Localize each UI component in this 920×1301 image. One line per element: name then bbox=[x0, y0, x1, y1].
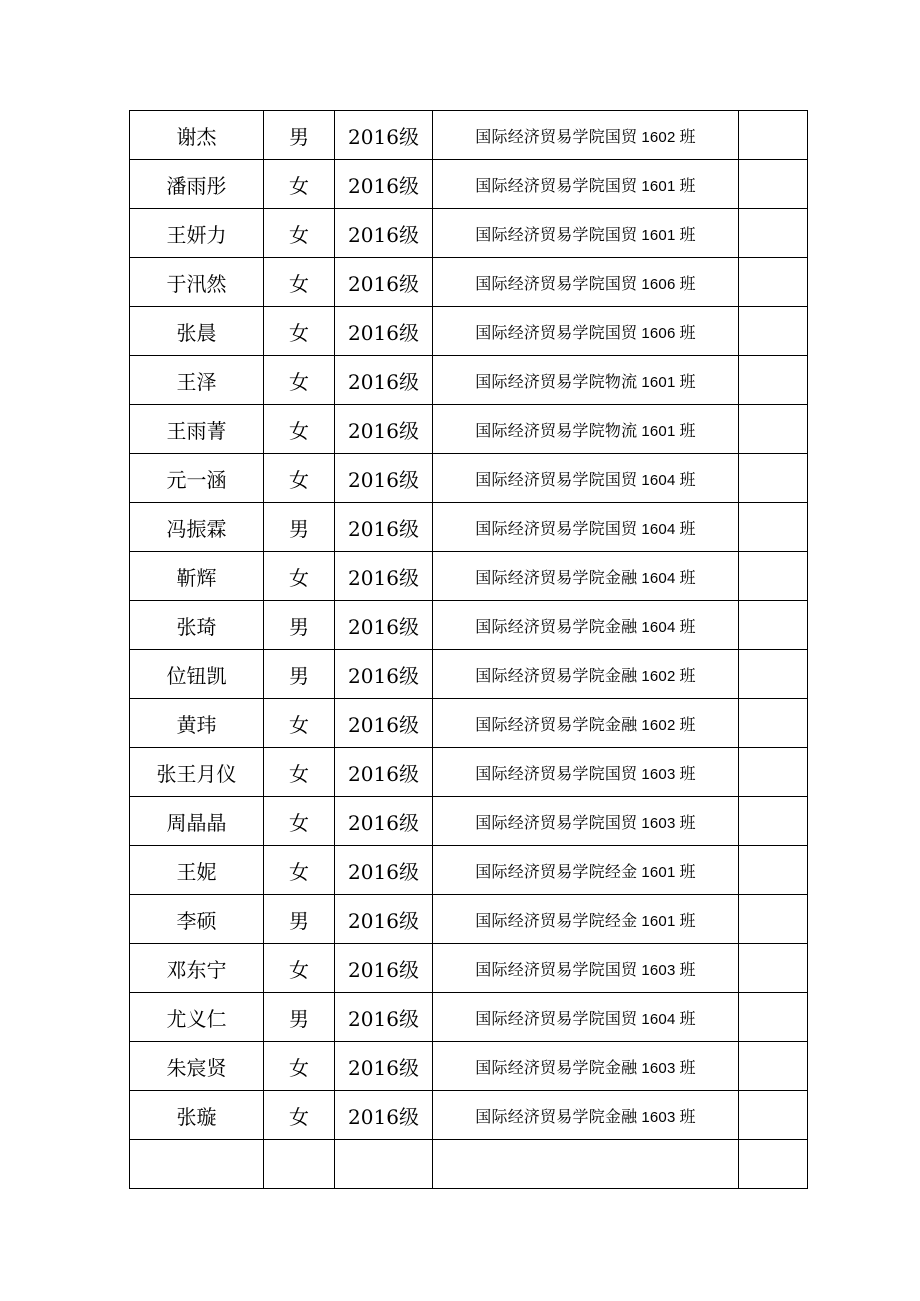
class-cell bbox=[433, 356, 739, 405]
student-name-cell: 王雨菁 bbox=[130, 405, 264, 454]
table-row bbox=[130, 258, 808, 307]
class-prefix: 国际经济贸易学院国贸 bbox=[475, 1010, 638, 1028]
class-prefix: 国际经济贸易学院国贸 bbox=[475, 324, 638, 342]
class-prefix: 国际经济贸易学院国贸 bbox=[475, 961, 638, 979]
note-cell bbox=[739, 454, 808, 503]
gender-cell: 女 bbox=[264, 797, 335, 846]
note-cell bbox=[739, 650, 808, 699]
note-cell bbox=[739, 356, 808, 405]
note-cell bbox=[739, 503, 808, 552]
gender-cell: 女 bbox=[264, 209, 335, 258]
class-number: 1604 bbox=[641, 569, 676, 587]
table-row bbox=[130, 1091, 808, 1140]
grade-cell: 2016级 bbox=[335, 111, 433, 160]
gender-cell: 女 bbox=[264, 160, 335, 209]
class-cell bbox=[433, 111, 739, 160]
class-cell bbox=[433, 699, 739, 748]
class-number: 1606 bbox=[641, 324, 676, 342]
table-row bbox=[130, 748, 808, 797]
note-cell bbox=[739, 209, 808, 258]
student-name-cell: 邓东宁 bbox=[130, 944, 264, 993]
class-suffix: 班 bbox=[679, 275, 696, 293]
class-number: 1602 bbox=[641, 716, 676, 734]
class-prefix: 国际经济贸易学院金融 bbox=[475, 1059, 638, 1077]
note-cell bbox=[739, 846, 808, 895]
note-cell bbox=[739, 111, 808, 160]
student-name-cell: 靳辉 bbox=[130, 552, 264, 601]
class-prefix: 国际经济贸易学院国贸 bbox=[475, 226, 638, 244]
student-name-cell: 张晨 bbox=[130, 307, 264, 356]
class-cell bbox=[433, 160, 739, 209]
class-cell bbox=[433, 405, 739, 454]
class-number: 1601 bbox=[641, 226, 676, 244]
class-prefix: 国际经济贸易学院国贸 bbox=[475, 177, 638, 195]
class-suffix: 班 bbox=[679, 324, 696, 342]
note-cell bbox=[739, 1042, 808, 1091]
class-number: 1601 bbox=[641, 912, 676, 930]
grade-cell: 2016级 bbox=[335, 748, 433, 797]
student-name-cell: 朱宸贤 bbox=[130, 1042, 264, 1091]
class-prefix: 国际经济贸易学院物流 bbox=[475, 373, 638, 391]
table-row bbox=[130, 307, 808, 356]
class-suffix: 班 bbox=[679, 1108, 696, 1126]
student-name-cell: 张琦 bbox=[130, 601, 264, 650]
class-cell bbox=[433, 1091, 739, 1140]
gender-cell: 女 bbox=[264, 1091, 335, 1140]
class-cell bbox=[433, 209, 739, 258]
class-suffix: 班 bbox=[679, 716, 696, 734]
student-roster-table bbox=[129, 110, 808, 1189]
class-suffix: 班 bbox=[679, 471, 696, 489]
note-cell bbox=[739, 748, 808, 797]
student-name-cell: 位钮凯 bbox=[130, 650, 264, 699]
grade-cell: 2016级 bbox=[335, 699, 433, 748]
class-cell bbox=[433, 601, 739, 650]
gender-cell: 男 bbox=[264, 601, 335, 650]
grade-cell: 2016级 bbox=[335, 356, 433, 405]
student-name-cell: 王妍力 bbox=[130, 209, 264, 258]
class-cell bbox=[433, 748, 739, 797]
class-number: 1604 bbox=[641, 471, 676, 489]
student-name-cell: 李硕 bbox=[130, 895, 264, 944]
grade-cell: 2016级 bbox=[335, 944, 433, 993]
class-cell bbox=[433, 846, 739, 895]
note-cell bbox=[739, 307, 808, 356]
class-cell bbox=[433, 552, 739, 601]
grade-cell: 2016级 bbox=[335, 454, 433, 503]
table-row bbox=[130, 454, 808, 503]
note-cell bbox=[739, 601, 808, 650]
class-number: 1603 bbox=[641, 961, 676, 979]
class-cell bbox=[433, 944, 739, 993]
class-prefix: 国际经济贸易学院经金 bbox=[475, 863, 638, 881]
student-name-cell: 王泽 bbox=[130, 356, 264, 405]
class-cell bbox=[433, 650, 739, 699]
class-suffix: 班 bbox=[679, 765, 696, 783]
grade-cell: 2016级 bbox=[335, 993, 433, 1042]
student-name-cell bbox=[130, 1140, 264, 1189]
gender-cell: 女 bbox=[264, 699, 335, 748]
student-name-cell: 尤义仁 bbox=[130, 993, 264, 1042]
gender-cell: 女 bbox=[264, 944, 335, 993]
grade-cell: 2016级 bbox=[335, 405, 433, 454]
note-cell bbox=[739, 160, 808, 209]
grade-cell: 2016级 bbox=[335, 601, 433, 650]
table-row bbox=[130, 993, 808, 1042]
gender-cell: 女 bbox=[264, 356, 335, 405]
class-prefix: 国际经济贸易学院物流 bbox=[475, 422, 638, 440]
class-suffix: 班 bbox=[679, 177, 696, 195]
class-suffix: 班 bbox=[679, 618, 696, 636]
class-prefix: 国际经济贸易学院金融 bbox=[475, 569, 638, 587]
table-row bbox=[130, 209, 808, 258]
table-row bbox=[130, 601, 808, 650]
class-suffix: 班 bbox=[679, 422, 696, 440]
note-cell bbox=[739, 993, 808, 1042]
gender-cell: 女 bbox=[264, 307, 335, 356]
class-suffix: 班 bbox=[679, 1010, 696, 1028]
class-cell bbox=[433, 454, 739, 503]
student-name-cell: 元一涵 bbox=[130, 454, 264, 503]
class-cell bbox=[433, 1042, 739, 1091]
class-prefix: 国际经济贸易学院金融 bbox=[475, 618, 638, 636]
class-suffix: 班 bbox=[679, 226, 696, 244]
student-name-cell: 周晶晶 bbox=[130, 797, 264, 846]
roster-body bbox=[130, 111, 808, 1189]
gender-cell: 女 bbox=[264, 405, 335, 454]
class-number: 1603 bbox=[641, 814, 676, 832]
class-number: 1602 bbox=[641, 128, 676, 146]
table-row bbox=[130, 503, 808, 552]
gender-cell: 女 bbox=[264, 258, 335, 307]
class-cell bbox=[433, 993, 739, 1042]
gender-cell: 男 bbox=[264, 993, 335, 1042]
class-suffix: 班 bbox=[679, 128, 696, 146]
student-name-cell: 潘雨彤 bbox=[130, 160, 264, 209]
grade-cell: 2016级 bbox=[335, 503, 433, 552]
grade-cell: 2016级 bbox=[335, 209, 433, 258]
class-prefix: 国际经济贸易学院国贸 bbox=[475, 471, 638, 489]
gender-cell: 女 bbox=[264, 748, 335, 797]
table-row bbox=[130, 552, 808, 601]
gender-cell: 男 bbox=[264, 895, 335, 944]
table-row bbox=[130, 895, 808, 944]
class-cell bbox=[433, 307, 739, 356]
grade-cell: 2016级 bbox=[335, 797, 433, 846]
table-row bbox=[130, 699, 808, 748]
table-row bbox=[130, 356, 808, 405]
class-prefix: 国际经济贸易学院金融 bbox=[475, 1108, 638, 1126]
table-row bbox=[130, 846, 808, 895]
note-cell bbox=[739, 895, 808, 944]
class-suffix: 班 bbox=[679, 667, 696, 685]
grade-cell: 2016级 bbox=[335, 1042, 433, 1091]
note-cell bbox=[739, 699, 808, 748]
class-number: 1602 bbox=[641, 667, 676, 685]
class-cell bbox=[433, 895, 739, 944]
note-cell bbox=[739, 552, 808, 601]
grade-cell: 2016级 bbox=[335, 650, 433, 699]
student-name-cell: 冯振霖 bbox=[130, 503, 264, 552]
class-number: 1604 bbox=[641, 1010, 676, 1028]
gender-cell: 女 bbox=[264, 454, 335, 503]
table-row bbox=[130, 944, 808, 993]
grade-cell: 2016级 bbox=[335, 258, 433, 307]
table-row bbox=[130, 1140, 808, 1189]
gender-cell: 男 bbox=[264, 650, 335, 699]
class-number: 1603 bbox=[641, 1059, 676, 1077]
class-number: 1603 bbox=[641, 765, 676, 783]
class-prefix: 国际经济贸易学院国贸 bbox=[475, 275, 638, 293]
grade-cell: 2016级 bbox=[335, 1091, 433, 1140]
gender-cell: 女 bbox=[264, 552, 335, 601]
table-row bbox=[130, 405, 808, 454]
gender-cell: 女 bbox=[264, 846, 335, 895]
grade-cell: 2016级 bbox=[335, 307, 433, 356]
class-number: 1606 bbox=[641, 275, 676, 293]
student-name-cell: 张璇 bbox=[130, 1091, 264, 1140]
class-suffix: 班 bbox=[679, 814, 696, 832]
student-name-cell: 于汛然 bbox=[130, 258, 264, 307]
note-cell bbox=[739, 797, 808, 846]
table-row bbox=[130, 160, 808, 209]
note-cell bbox=[739, 1140, 808, 1189]
note-cell bbox=[739, 1091, 808, 1140]
class-suffix: 班 bbox=[679, 1059, 696, 1077]
class-suffix: 班 bbox=[679, 373, 696, 391]
class-suffix: 班 bbox=[679, 569, 696, 587]
student-name-cell: 黄玮 bbox=[130, 699, 264, 748]
table-row bbox=[130, 1042, 808, 1091]
class-number: 1604 bbox=[641, 618, 676, 636]
grade-cell bbox=[335, 1140, 433, 1189]
gender-cell: 女 bbox=[264, 1042, 335, 1091]
class-number: 1603 bbox=[641, 1108, 676, 1126]
class-prefix: 国际经济贸易学院国贸 bbox=[475, 128, 638, 146]
student-name-cell: 张王月仪 bbox=[130, 748, 264, 797]
grade-cell: 2016级 bbox=[335, 846, 433, 895]
class-number: 1604 bbox=[641, 520, 676, 538]
class-cell bbox=[433, 503, 739, 552]
gender-cell: 男 bbox=[264, 111, 335, 160]
gender-cell: 男 bbox=[264, 503, 335, 552]
note-cell bbox=[739, 405, 808, 454]
table-row bbox=[130, 111, 808, 160]
table-row bbox=[130, 797, 808, 846]
class-suffix: 班 bbox=[679, 912, 696, 930]
class-cell bbox=[433, 797, 739, 846]
class-prefix: 国际经济贸易学院经金 bbox=[475, 912, 638, 930]
class-prefix: 国际经济贸易学院金融 bbox=[475, 667, 638, 685]
note-cell bbox=[739, 944, 808, 993]
class-number: 1601 bbox=[641, 177, 676, 195]
note-cell bbox=[739, 258, 808, 307]
class-cell bbox=[433, 1140, 739, 1189]
class-prefix: 国际经济贸易学院国贸 bbox=[475, 765, 638, 783]
class-suffix: 班 bbox=[679, 961, 696, 979]
gender-cell bbox=[264, 1140, 335, 1189]
grade-cell: 2016级 bbox=[335, 160, 433, 209]
class-prefix: 国际经济贸易学院国贸 bbox=[475, 520, 638, 538]
student-name-cell: 王妮 bbox=[130, 846, 264, 895]
grade-cell: 2016级 bbox=[335, 552, 433, 601]
grade-cell: 2016级 bbox=[335, 895, 433, 944]
student-name-cell: 谢杰 bbox=[130, 111, 264, 160]
class-suffix: 班 bbox=[679, 520, 696, 538]
class-prefix: 国际经济贸易学院金融 bbox=[475, 716, 638, 734]
class-number: 1601 bbox=[641, 863, 676, 881]
class-cell bbox=[433, 258, 739, 307]
table-row bbox=[130, 650, 808, 699]
class-prefix: 国际经济贸易学院国贸 bbox=[475, 814, 638, 832]
class-number: 1601 bbox=[641, 373, 676, 391]
class-suffix: 班 bbox=[679, 863, 696, 881]
class-number: 1601 bbox=[641, 422, 676, 440]
